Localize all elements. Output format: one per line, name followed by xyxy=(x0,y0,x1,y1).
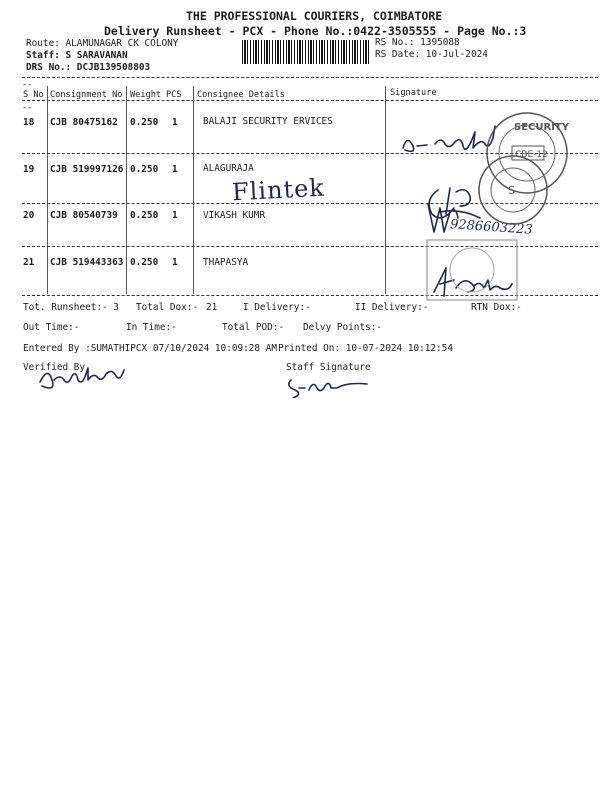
col-consignee: Consignee Details xyxy=(197,90,285,100)
row-pcs: 1 xyxy=(172,257,178,268)
signature-row21 xyxy=(432,262,532,302)
total-dox-value: 21 xyxy=(206,302,218,313)
staff-label: Staff: S SARAVANAN xyxy=(26,50,128,61)
row-consignment: CJB 80475162 xyxy=(50,117,118,128)
row-pcs: 1 xyxy=(172,210,178,221)
sheet-title: Delivery Runsheet - PCX - Phone No.:0422-3505555 - Page No.:3 xyxy=(104,24,527,38)
row-consignment: CJB 80540739 xyxy=(50,210,118,221)
staff-signature-label: Staff Signature xyxy=(286,362,371,373)
row-weight: 0.250 xyxy=(130,117,159,128)
rs-number: RS No.: 1395088 xyxy=(375,37,460,48)
row-consignee: ALAGURAJA xyxy=(203,163,254,174)
rs-date: RS Date: 10-Jul-2024 xyxy=(375,49,488,60)
out-time: Out Time:- xyxy=(23,322,80,333)
stamp-security-text: SECURITY xyxy=(514,122,569,133)
handwritten-flintek: Flintek xyxy=(231,173,326,207)
company-title: THE PROFESSIONAL COURIERS, COIMBATORE xyxy=(186,9,443,23)
row-sno: 19 xyxy=(23,164,35,175)
route-label: Route: ALAMUNAGAR CK COLONY xyxy=(26,38,179,49)
ii-delivery: II Delivery:- xyxy=(355,302,429,313)
col-weight: Weight xyxy=(130,90,162,100)
faded-square-stamp xyxy=(425,238,520,303)
stamp-letter: S xyxy=(508,184,515,197)
row-consignee: VIKASH KUMR xyxy=(203,210,266,221)
col-pcs: PCS xyxy=(166,90,182,100)
verified-by: Verified By xyxy=(23,362,86,373)
entered-by: Entered By :SUMATHIPCX 07/10/2024 10:09:28 AM xyxy=(23,343,277,354)
row-consignee: BALAJI SECURITY ERVICES xyxy=(203,116,333,127)
row-weight: 0.250 xyxy=(130,164,159,175)
signature-row18 xyxy=(395,118,515,163)
total-pod: Total POD:- xyxy=(222,322,285,333)
handwritten-phone: 9286603223 xyxy=(449,217,534,238)
row-weight: 0.250 xyxy=(130,210,159,221)
tot-runsheet: Tot. Runsheet:- 3 xyxy=(23,302,119,313)
row-consignment: CJB 519443363 xyxy=(50,257,124,268)
row-sno: 20 xyxy=(23,210,35,221)
i-delivery: I Delivery:- xyxy=(243,302,311,313)
in-time: In Time:- xyxy=(126,322,177,333)
col-signature: Signature xyxy=(390,88,437,98)
company-round-stamp xyxy=(468,150,558,230)
row-sno: 21 xyxy=(23,257,35,268)
row-consignment: CJB 519997126 xyxy=(50,164,124,175)
printed-on: Printed On: 10-07-2024 10:12:54 xyxy=(278,343,453,354)
row-consignee: THAPASYA xyxy=(203,257,249,268)
drs-number: DRS No.: DCJB139508803 xyxy=(26,62,151,73)
row-sno: 18 xyxy=(23,117,35,128)
row-pcs: 1 xyxy=(172,164,178,175)
delvy-points: Delvy Points:- xyxy=(303,322,383,333)
col-consignment: Consignment No xyxy=(50,90,123,100)
row-weight: 0.250 xyxy=(130,257,159,268)
barcode xyxy=(242,40,370,64)
total-dox-label: Total Dox:- xyxy=(136,302,199,313)
stamp-code-text: CBE-12 xyxy=(515,150,548,160)
row-pcs: 1 xyxy=(172,117,178,128)
col-sno: S No xyxy=(23,90,44,100)
staff-signature xyxy=(285,372,375,398)
rtn-dox: RTN Dox:- xyxy=(471,302,522,313)
